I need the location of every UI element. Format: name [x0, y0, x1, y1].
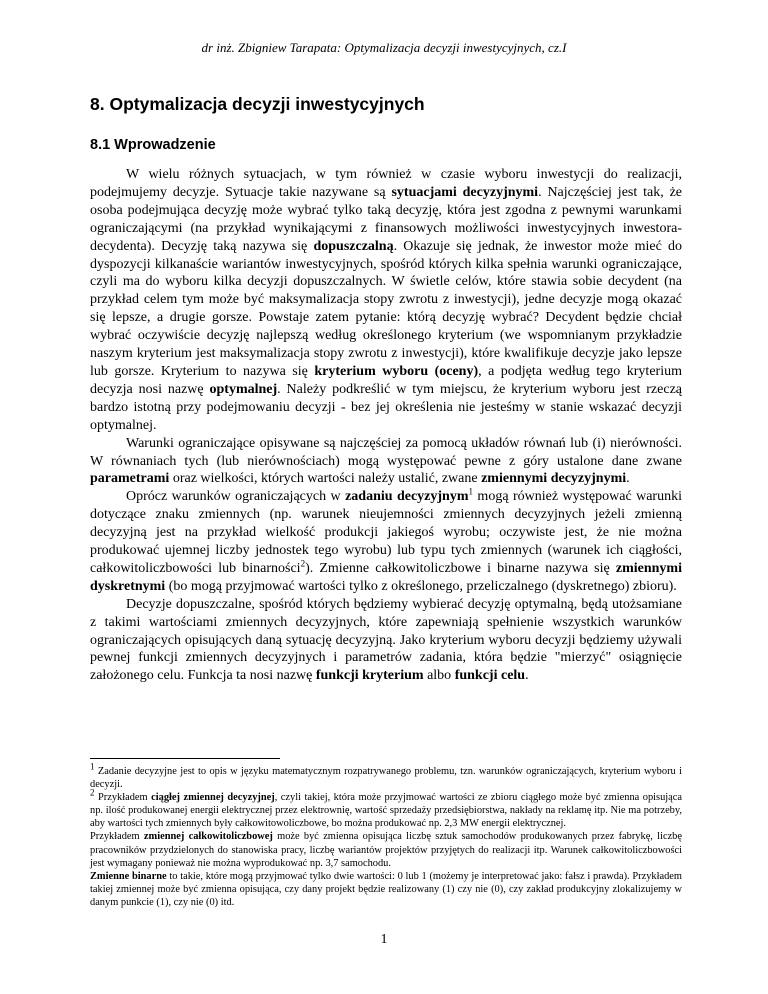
text-run: , czyli takiej, która może przyjmować wartości ze zbioru ciągłego może być zmienna opisująca np. ilość produkowanej energii elektrycznej przez elektrownię, wartość sprzedaży przedsiębiorstwa, nakłady na reklamę itp. Nie ma potrzeby, aby wartości tych zmiennych były całkowitowoliczbowe, bo można produkować np. 2,3 MW energii elektrycznej.: [90, 792, 682, 830]
term-ciagla-zmienna: ciągłej zmiennej decyzyjnej: [151, 792, 275, 804]
text-run: W wielu różnych sytuacjach, w tym również w czasie wyboru inwestycji do realizacji, podejmujemy decyzje. Sytuacje takie nazywane są: [90, 167, 682, 200]
paragraph-3: [90, 488, 682, 595]
body-text: [90, 166, 682, 685]
text-run: to takie, które mogą przyjmować tylko dwie wartości: 0 lub 1 (możemy je interpretować jako: fałsz i prawda). Przykładem takiej zmiennej może być zmienna opisująca, czy dany projekt będzie realizowany (1) czy nie (0), czy zakład produkcyjny zlokalizujemy w danym punkcie (1), czy nie (0) itd.: [90, 870, 682, 908]
text-run: oraz wielkości, których wartości należy ustalić, zwane: [169, 471, 482, 487]
text-run: Zadanie decyzyjne jest to opis w języku matematycznym rozpatrywanego problemu, tzn. warunków ograniczających, kryterium wyboru i decyzji.: [90, 766, 682, 791]
text-run: Przykładem: [90, 831, 144, 843]
text-run: ). Zmienne całkowitoliczbowe i binarne nazywa się: [305, 560, 616, 576]
text-run: Oprócz warunków ograniczających w: [126, 489, 346, 505]
term-kryterium-wyboru: kryterium wyboru (oceny): [314, 363, 479, 379]
paragraph-1: [90, 166, 682, 435]
footnote-ref-1[interactable]: 1: [468, 486, 473, 497]
text-run: mogą również występować warunki dotyczące znaku zmiennych (np. warunek nieujemności zmiennych decyzyjnych jeżeli zmienną decyzyjną jest na przykład wielkość produkcji jakiegoś wyrobu; oczywiste jest, że nie można produkować ujemnej liczby jednostek tego wyrobu) lub typu tych zmiennych (warunek ich ciągłości, całkowitoliczbowości lub binarności: [90, 489, 682, 576]
paragraph-2: [90, 435, 682, 489]
text-run: .: [626, 471, 630, 487]
paragraph-4: [90, 596, 682, 686]
term-sytuacje-decyzyjne: sytuacjami decyzyjnymi: [391, 184, 539, 200]
footnote-1: [90, 761, 682, 791]
footnote-mark: 1: [90, 761, 95, 772]
footnote-separator: [90, 758, 280, 759]
chapter-title: 8. Optymalizacja decyzji inwestycyjnych: [90, 94, 425, 114]
term-zmienna-calkowitoliczbowa: zmiennej całkowitoliczbowej: [143, 831, 273, 843]
text-run: . Należy podkreślić w tym miejscu, że kryterium wyboru jest rzeczą bardzo istotną przy podejmowaniu decyzji - bez jej określenia nie jesteśmy w stanie wskazać decyzji optymalnej.: [90, 381, 682, 433]
text-run: (bo mogą przyjmować wartości tylko z określonego, przeliczalnego (dyskretnego) zbioru).: [165, 578, 677, 594]
term-zmienne-dyskretne: zmiennymi dyskretnymi: [90, 560, 682, 594]
text-run: może być zmienna opisująca liczbę sztuk samochodów produkowanych przez fabrykę, liczbę pracowników przydzielonych do stanowiska pracy, liczbę wariantów projektów przyjętych do realizacji itp. Warunek całkowitoliczbowości jest wymagany ponieważ nie można wyprodukować np. 3,7 samochodu.: [90, 831, 682, 869]
term-funkcja-kryterium: funkcji kryterium: [315, 668, 424, 684]
term-dopuszczalna: dopuszczalną: [313, 238, 394, 254]
term-funkcja-celu: funkcji celu: [454, 668, 526, 684]
footnote-ref-2[interactable]: 2: [300, 558, 306, 569]
text-run: . Okazuje się jednak, że inwestor może mieć do dyspozycji kilkanaście wariantów inwestycyjnych, spośród których kilka spełnia warunki ograniczające, czyli ma do wyboru kilka decyzji dopuszczalnych. W świetle celów, które stawia sobie decydent (na przykład celem tym może być maksymalizacja stopy zwrotu z inwestycji), jedne decyzje mogą okazać się lepsze, a drugie gorsze. Powstaje zatem pytanie: którą decyzję wybrać? Decydent będzie chciał wybrać oczywiście decyzję najlepszą według określonego kryterium (we wspomnianym przykładzie naszym kryterium jest maksymalizacja stopy zwrotu z inwestycji), które kwalifikuje decyzje jako lepsze lub gorsze. Kryterium to nazywa się: [90, 238, 682, 379]
term-zmienne-decyzyjne: zmiennymi decyzyjnymi: [481, 471, 627, 487]
footnote-mark: 2: [90, 787, 95, 798]
text-run: .: [525, 668, 529, 684]
page-header: dr inż. Zbigniew Tarapata: Optymalizacja decyzji inwestycyjnych, cz.I: [201, 40, 567, 55]
text-run: albo: [423, 668, 455, 684]
text-run: Warunki ograniczające opisywane są najczęściej za pomocą układów równań lub (i) nierówności. W równaniach tych (lub nierównościach) mogą występować pewne z góry ustalone dane zwane: [90, 435, 682, 469]
term-optymalna: optymalnej: [209, 381, 278, 397]
section-title: 8.1 Wprowadzenie: [90, 137, 216, 153]
term-parametry: parametrami: [90, 471, 170, 487]
term-zmienne-binarne: Zmienne binarne: [90, 870, 167, 882]
text-run: Przykładem: [94, 792, 152, 804]
footnote-2-continued: [90, 830, 682, 869]
text-run: , a podjęta według tego kryterium decyzja nosi nazwę: [90, 363, 682, 397]
text-run: . Najczęściej jest tak, że osoba podejmująca decyzję może wybrać tylko taką decyzję, która jest zgodna z pewnymi warunkami ograniczającymi (na przykład wynikającymi z finansowych możliwości inwestycyjnych inwestora-decydenta). Decyzję taką nazywa się: [90, 184, 683, 254]
footnotes: [90, 761, 682, 909]
term-zadanie-decyzyjne: zadaniu decyzyjnym: [345, 489, 469, 505]
footnote-2-binary: [90, 870, 682, 909]
page-number: 1: [380, 932, 388, 947]
footnote-2: [90, 787, 682, 830]
text-run: Decyzje dopuszczalne, spośród których będziemy wybierać decyzję optymalną, będą utożsamiane z takimi wartościami zmiennych decyzyjnych, które zapewniają spełnienie wszystkich warunków ograniczających opisujących daną sytuację decyzyjną. Jako kryterium wyboru decyzji będziemy używali pewnej funkcji zmiennych decyzyjnych i parametrów zadania, która będzie "mierzyć" osiągnięcie założonego celu. Funkcja ta nosi nazwę: [90, 596, 682, 684]
